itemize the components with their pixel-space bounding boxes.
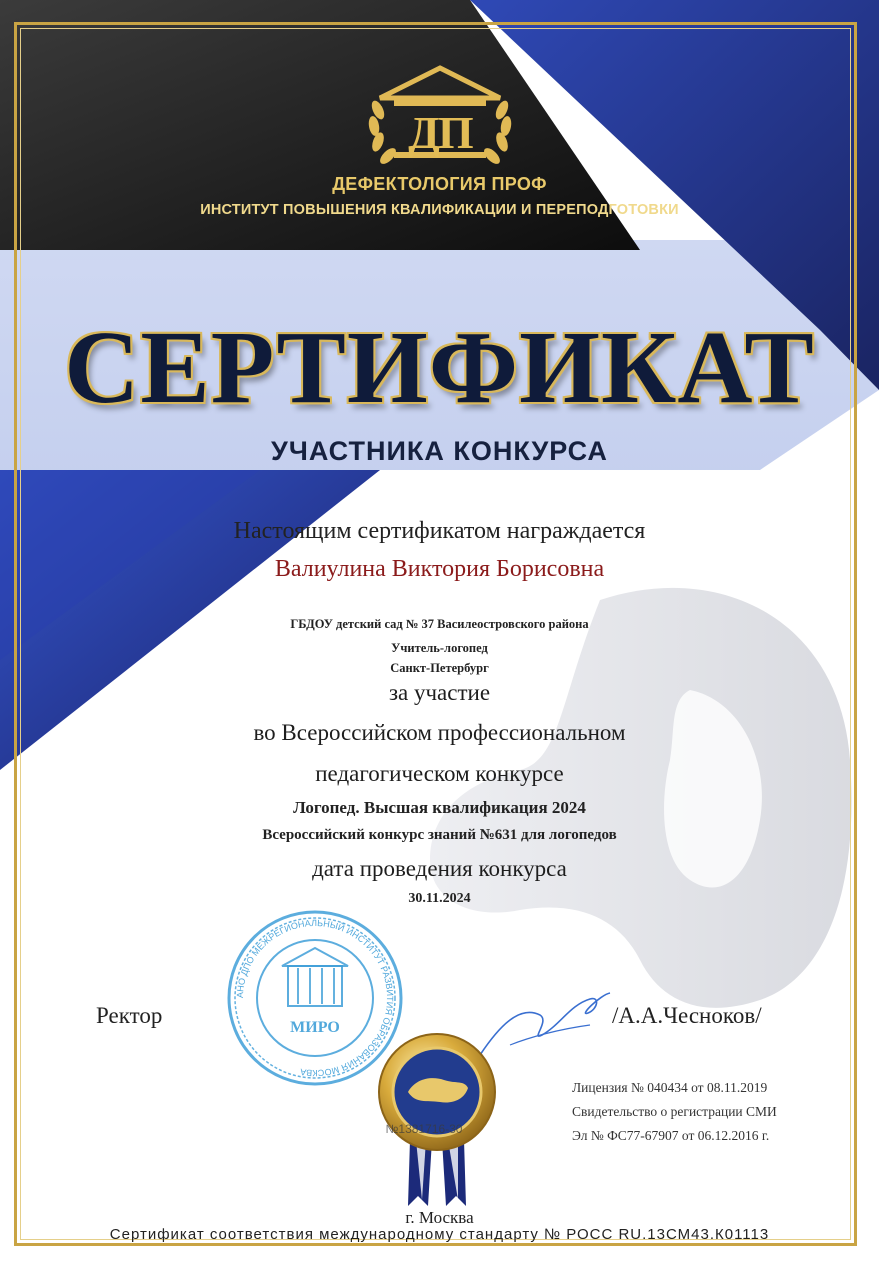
certificate-subtitle: УЧАСТНИКА КОНКУРСА <box>271 436 608 466</box>
footer-city: г. Москва <box>405 1208 474 1227</box>
certificate-standard: Сертификат соответствия международному стандарту № РОСС RU.13СМ43.К01113 <box>109 1226 770 1243</box>
institution: ГБДОУ детский сад № 37 Василеостровского района <box>290 617 589 631</box>
competition-number: Всероссийский конкурс знаний №631 для логопедов <box>262 827 617 843</box>
medal-number: №1381716-30 <box>385 1122 463 1136</box>
recipient-name: Валиулина Виктория Борисовна <box>274 556 605 582</box>
gold-medal-icon <box>372 1030 502 1210</box>
license-line-1: Лицензия № 040434 от 08.11.2019 <box>572 1080 768 1095</box>
org-name: ДЕФЕКТОЛОГИЯ ПРОФ <box>332 174 547 194</box>
license-line-3: Эл № ФС77-67907 от 06.12.2016 г. <box>572 1128 770 1143</box>
org-subtitle: ИНСТИТУТ ПОВЫШЕНИЯ КВАЛИФИКАЦИИ И ПЕРЕПОДГОТОВКИ <box>200 202 679 218</box>
date-label: дата проведения конкурса <box>312 856 567 881</box>
stamp-ring-text: АНО ДПО МЕЖРЕГИОНАЛЬНЫЙ ИНСТИТУТ РАЗВИТИЯ ОБРАЗОВАНИЯ МОСКВА <box>234 917 396 1079</box>
recipient-city: Санкт-Петербург <box>390 661 489 675</box>
license-line-2: Свидетельство о регистрации СМИ <box>572 1104 777 1119</box>
competition-name: Логопед. Высшая квалификация 2024 <box>293 798 586 817</box>
event-line-1: во Всероссийском профессиональном <box>253 720 626 745</box>
logo-letters: ДП <box>408 107 472 158</box>
position: Учитель-логопед <box>391 641 488 655</box>
rector-label: Ректор <box>96 1003 163 1028</box>
certificate-title: СЕРТИФИКАТ <box>64 310 815 425</box>
stamp-text: МИРО <box>290 1019 340 1036</box>
event-line-2: педагогическом конкурсе <box>315 761 564 786</box>
awarded-line: Настоящим сертификатом награждается <box>233 518 646 544</box>
date-value: 30.11.2024 <box>408 891 471 906</box>
rector-name: /А.А.Чесноков/ <box>612 1003 762 1028</box>
for-participation: за участие <box>388 680 491 705</box>
